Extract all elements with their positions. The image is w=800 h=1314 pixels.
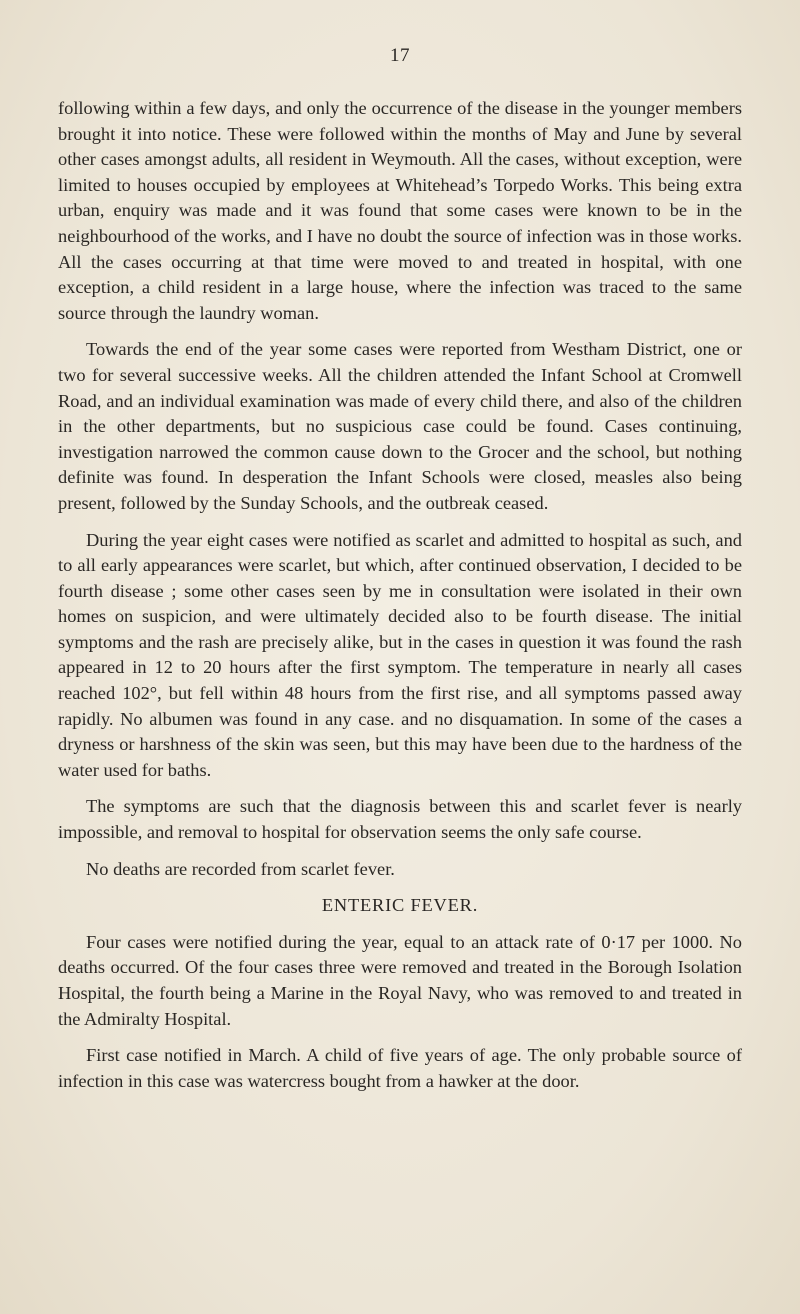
paragraph: Four cases were notified during the year, equal to an attack rate of 0·17 per 1000. No deaths occurred. Of the four cases three were removed and treated in the Borough Isolation Hospital, the fourth being a Marine in the Royal Navy, who was removed to and treated in the Admiralty Hospital. [58,931,742,1029]
page-body [58,96,742,1105]
paragraph: following within a few days, and only the occurrence of the disease in the younger members brought it into notice. These were followed within the months of May and June by several other cases amongst adults, all resident in Weymouth. All the cases, without exception, were limited to houses occupied by employees at Whitehead’s Torpedo Works. This being extra urban, enquiry was made and it was found that some cases were known to be in the neighbourhood of the works, and I have no doubt the source of infection was in those works. All the cases occurring at that time were moved to and treated in hospital, with one exception, a child resident in a large house, where the infection was traced to the same source through the laundry woman. [58,98,742,323]
paragraph: No deaths are recorded from scarlet fever. [86,858,395,879]
section-heading: ENTERIC FEVER. [321,895,479,916]
paragraph: The symptoms are such that the diagnosis between this and scarlet fever is nearly impossible, and removal to hospital for observation seems the only safe course. [58,796,742,843]
paragraph: During the year eight cases were notified as scarlet and admitted to hospital as such, and to all early appearances were scarlet, but which, after continued observation, I decided to be fourth disease ; some other cases seen by me in consultation were isolated in their own homes on suspicion, and were ultimately decided also to be fourth disease. The initial symptoms and the rash are precisely alike, but in the cases in question it was found the rash appeared in 12 to 20 hours after the first symptom. The temperature in nearly all cases reached 102°, but fell within 48 hours from the first rise, and all symptoms passed away rapidly. No albumen was found in any case. and no disquamation. In some of the cases a dryness or harshness of the skin was seen, but this may have been due to the hardness of the water used for baths. [58,529,742,780]
paragraph: Towards the end of the year some cases were reported from Westham District, one or two for several successive weeks. All the children attended the Infant School at Cromwell Road, and an individual examination was made of every child there, and also of the children in the other departments, but no suspicious case could be found. Cases continuing, investigation narrowed the common cause down to the Grocer and the school, but nothing definite was found. In desperation the Infant Schools were closed, measles also being present, followed by the Sunday Schools, and the outbreak ceased. [58,339,742,513]
page-number: 17 [390,45,410,66]
paragraph: First case notified in March. A child of five years of age. The only probable source of infection in this case was watercress bought from a hawker at the door. [58,1045,742,1091]
